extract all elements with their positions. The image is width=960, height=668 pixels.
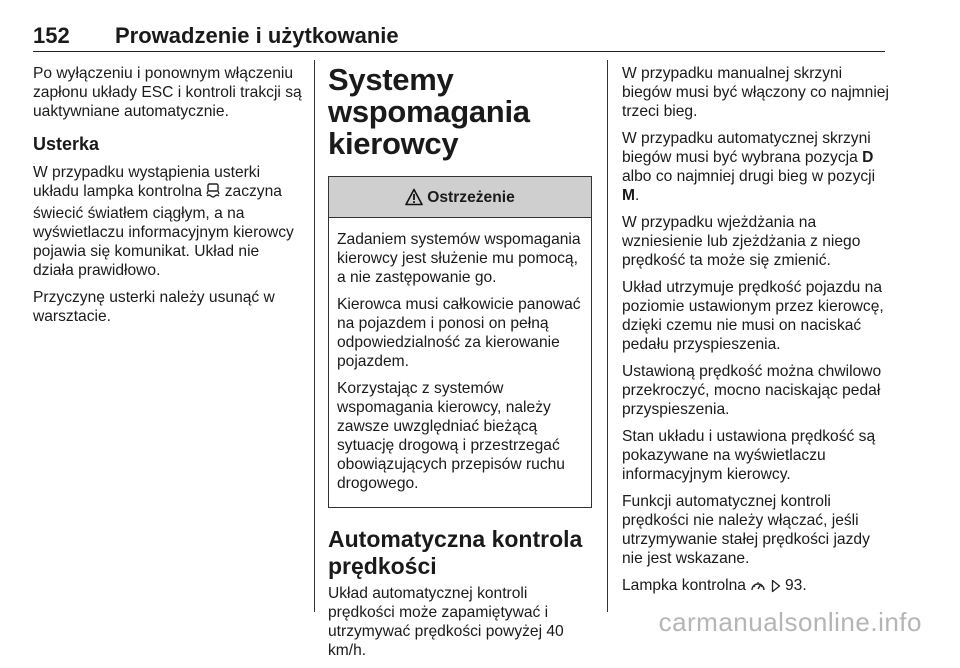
cruise-paragraph: Układ automatycznej kontroli prędkości może zapamiętywać i utrzymywać prędkości powyżej 40 km/h. <box>328 585 564 659</box>
column-middle <box>328 64 593 668</box>
auto-gear-text-b: albo co najmniej drugi bieg w pozycji <box>622 168 876 185</box>
warning-header <box>329 177 591 218</box>
cruise-control-heading: Automatyczna kontrola prędkości <box>328 526 583 579</box>
intro-paragraph: Po wyłączeniu i ponownym włączeniu zapłonu układy ESC i kontroli trakcji są uaktywniane automatycznie. <box>33 65 302 120</box>
column-divider <box>607 60 608 612</box>
warning-paragraph: Zadaniem systemów wspomagania kierowcy jest służenie mu pomocą, a nie zastępowanie go. <box>337 231 581 286</box>
repair-paragraph: Przyczynę usterki należy usunąć w warsztacie. <box>33 289 275 325</box>
page-reference-number: 93. <box>785 577 807 594</box>
maintain-speed-paragraph: Układ utrzymuje prędkość pojazdu na poziomie ustawionym przez kierowcę, dzięki czemu nie musi on naciskać pedału przyspieszenia. <box>622 279 884 353</box>
not-recommended-paragraph: Funkcji automatycznej kontroli prędkości nie należy włączać, jeśli utrzymywanie stałej prędkości jazdy nie jest wskazane. <box>622 493 870 567</box>
exceed-speed-paragraph: Ustawioną prędkość można chwilowo przekroczyć, mocno naciskając pedał przyspieszenia. <box>622 363 882 418</box>
auto-gear-text-end: . <box>635 187 640 204</box>
gear-m-label: M <box>622 187 635 204</box>
column-divider <box>314 60 315 612</box>
page-header <box>33 25 885 52</box>
column-left <box>33 64 303 334</box>
warning-box <box>328 176 592 508</box>
warning-paragraph: Kierowca musi całkowicie panować na pojazdem i ponosi on pełną odpowiedzialność za kierowanie pojazdem. <box>337 296 581 370</box>
warning-title: Ostrzeżenie <box>427 188 515 206</box>
page-reference-icon <box>771 579 781 598</box>
fault-heading: Usterka <box>33 134 100 154</box>
warning-triangle-icon <box>405 188 423 206</box>
indicator-reference-paragraph <box>622 576 892 598</box>
fault-text-a: W przypadku wystąpienia usterki układu lampka kontrolna <box>33 164 261 200</box>
auto-gear-paragraph <box>622 129 892 205</box>
slope-paragraph: W przypadku wjeżdżania na wzniesienie lub zjeżdżania z niego prędkość ta może się zmienić. <box>622 214 861 269</box>
esc-warning-icon <box>206 183 220 204</box>
cruise-control-icon <box>750 579 766 598</box>
fault-paragraph <box>33 163 303 280</box>
fault-text-b: zaczyna świecić światłem ciągłym, a na wyświetlaczu informacyjnym kierowcy pojawia się komunikat. Układ nie działa prawidłowo. <box>33 183 294 279</box>
indicator-text: Lampka kontrolna <box>622 577 746 594</box>
display-paragraph: Stan układu i ustawiona prędkość są pokazywane na wyświetlaczu informacyjnym kierowcy. <box>622 428 876 483</box>
warning-paragraph: Korzystając z systemów wspomagania kierowcy, należy zawsze uwzględniać bieżącą sytuację drogową i przestrzegać obowiązujących przepisów ruchu drogowego. <box>337 380 565 492</box>
page-title: Prowadzenie i użytkowanie <box>115 23 399 48</box>
driver-assist-heading: Systemy wspomagania kierowcy <box>328 62 530 161</box>
manual-gear-paragraph: W przypadku manualnej skrzyni biegów musi być włączony co najmniej trzeci bieg. <box>622 65 889 120</box>
warning-body <box>329 218 591 507</box>
auto-gear-text-a: W przypadku automatycznej skrzyni biegów musi być wybrana pozycja <box>622 130 871 166</box>
column-right <box>622 64 892 606</box>
gear-d-label: D <box>862 149 874 166</box>
watermark: carmanualsonline.info <box>658 607 922 637</box>
page-number: 152 <box>33 23 70 48</box>
